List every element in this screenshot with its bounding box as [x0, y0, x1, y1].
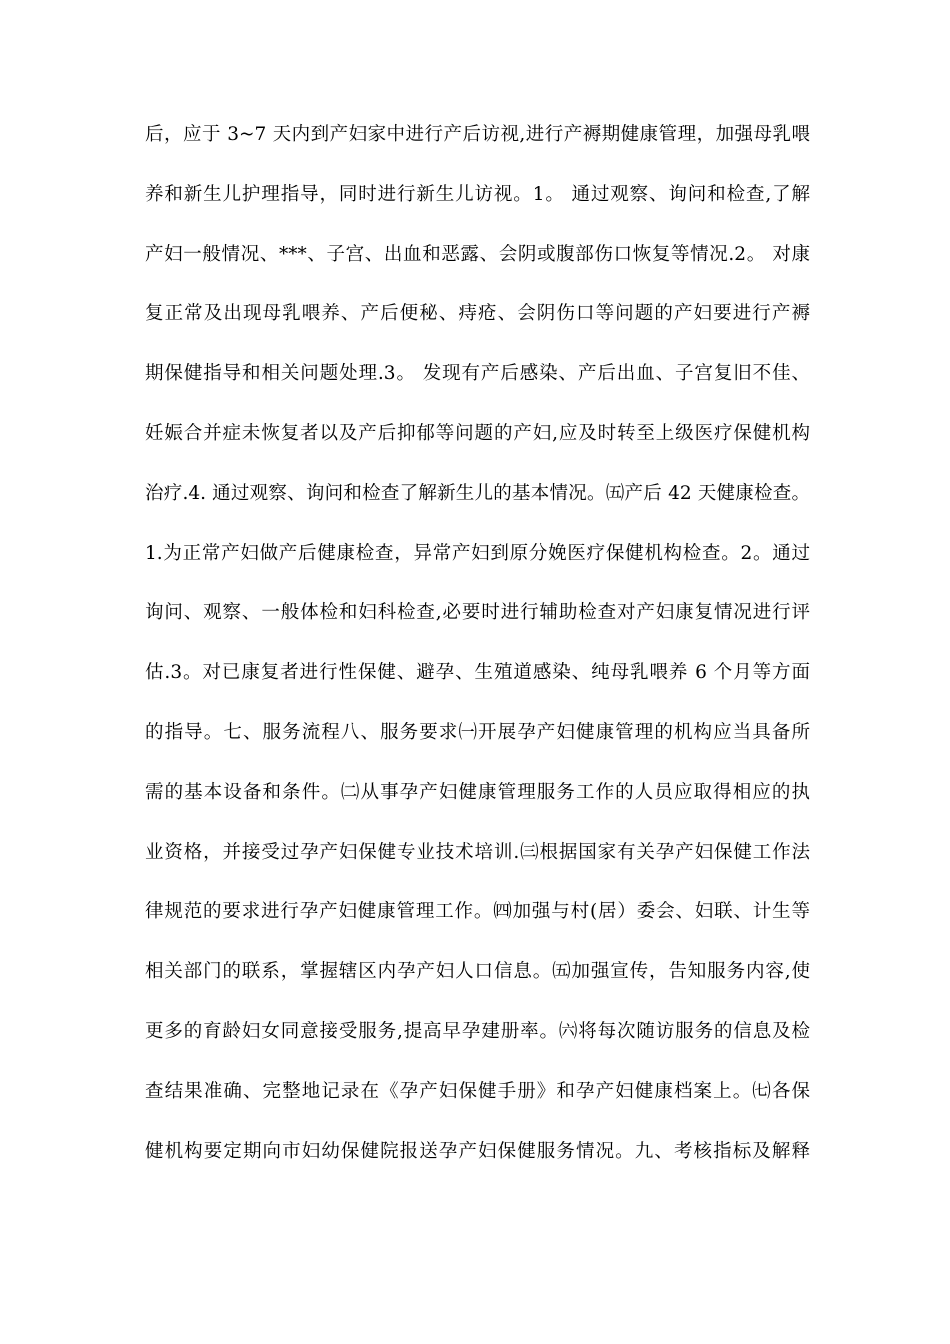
text-line-8: 1.为正常产妇做产后健康检查，异常产妇到原分娩医疗保健机构检查。2。通过 [145, 542, 810, 564]
text-line-3: 产妇一般情况、***、子宫、出血和恶露、会阴或腹部伤口恢复等情况.2。 对康 [145, 243, 810, 265]
text-line-16: 更多的育龄妇女同意接受服务,提高早孕建册率。㈥将每次随访服务的信息及检 [145, 1020, 810, 1042]
text-line-14: 律规范的要求进行孕产妇健康管理工作。㈣加强与村(居）委会、妇联、计生等 [145, 901, 810, 923]
text-line-10: 估.3。对已康复者进行性保健、避孕、生殖道感染、纯母乳喂养 6 个月等方面 [145, 662, 810, 684]
text-line-17: 查结果准确、完整地记录在《孕产妇保健手册》和孕产妇健康档案上。㈦各保 [145, 1080, 810, 1102]
text-line-11: 的指导。七、服务流程八、服务要求㈠开展孕产妇健康管理的机构应当具备所 [145, 721, 810, 743]
text-line-1: 后，应于 3~7 天内到产妇家中进行产后访视,进行产褥期健康管理，加强母乳喂 [145, 124, 810, 145]
body-text [145, 116, 810, 1192]
text-line-6: 妊娠合并症未恢复者以及产后抑郁等问题的产妇,应及时转至上级医疗保健机构 [145, 422, 810, 444]
text-line-4: 复正常及出现母乳喂养、产后便秘、痔疮、会阴伤口等问题的产妇要进行产褥 [145, 303, 810, 325]
text-line-7: 治疗.4. 通过观察、询问和检查了解新生儿的基本情况。㈤产后 42 天健康检查。 [145, 482, 810, 504]
text-line-13: 业资格，并接受过孕产妇保健专业技术培训.㈢根据国家有关孕产妇保健工作法 [145, 841, 810, 863]
text-line-18: 健机构要定期向市妇幼保健院报送孕产妇保健服务情况。九、考核指标及解释 [145, 1140, 810, 1162]
text-line-5: 期保健指导和相关问题处理.3。 发现有产后感染、产后出血、子宫复旧不佳、 [145, 363, 810, 385]
text-line-15: 相关部门的联系，掌握辖区内孕产妇人口信息。㈤加强宣传，告知服务内容,使 [145, 961, 810, 983]
text-line-2: 养和新生儿护理指导，同时进行新生儿访视。1。 通过观察、询问和检查,了解 [145, 183, 810, 205]
text-line-12: 需的基本设备和条件。㈡从事孕产妇健康管理服务工作的人员应取得相应的执 [145, 781, 810, 803]
text-line-9: 询问、观察、一般体检和妇科检查,必要时进行辅助检查对产妇康复情况进行评 [145, 602, 810, 624]
